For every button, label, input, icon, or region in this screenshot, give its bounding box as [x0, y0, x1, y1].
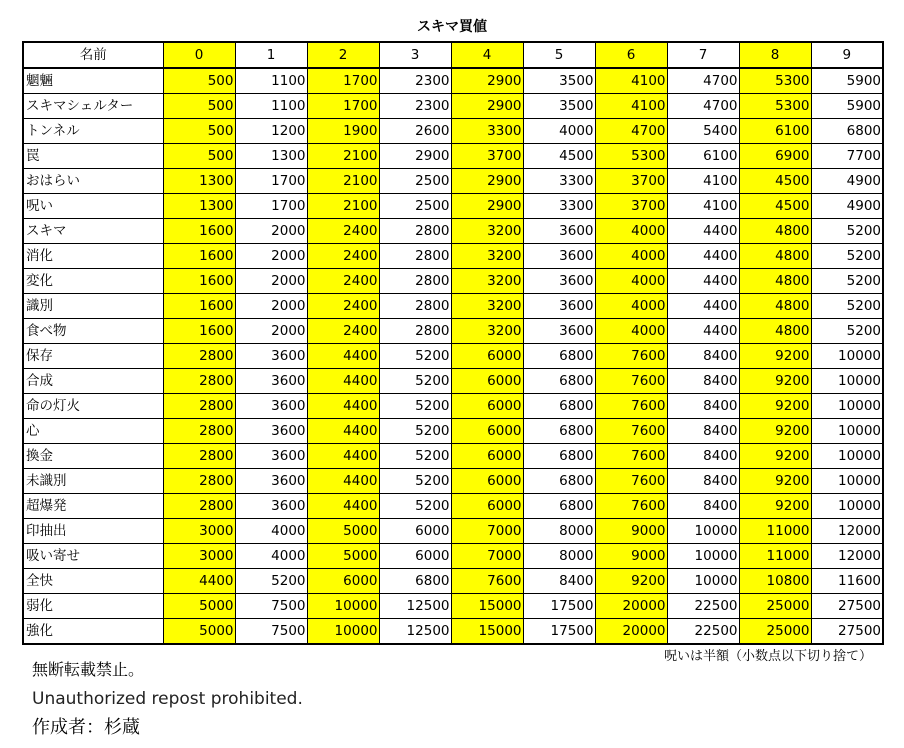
price-cell: 4100	[667, 194, 739, 219]
price-cell: 4400	[307, 469, 379, 494]
price-cell: 7500	[235, 594, 307, 619]
price-cell: 6000	[379, 519, 451, 544]
row-name-cell: 印抽出	[23, 519, 163, 544]
price-cell: 2800	[163, 369, 235, 394]
price-cell: 4900	[811, 194, 883, 219]
price-cell: 9200	[739, 494, 811, 519]
price-cell: 5200	[379, 344, 451, 369]
price-cell: 2900	[379, 144, 451, 169]
price-cell: 4500	[739, 169, 811, 194]
price-cell: 2400	[307, 219, 379, 244]
price-cell: 6800	[811, 119, 883, 144]
price-cell: 5200	[811, 319, 883, 344]
price-cell: 9000	[595, 519, 667, 544]
price-cell: 5000	[307, 519, 379, 544]
price-cell: 22500	[667, 594, 739, 619]
price-cell: 5000	[163, 619, 235, 645]
price-cell: 2800	[379, 269, 451, 294]
price-cell: 2500	[379, 169, 451, 194]
price-cell: 10000	[667, 569, 739, 594]
price-cell: 12500	[379, 594, 451, 619]
price-cell: 1300	[163, 169, 235, 194]
price-cell: 3200	[451, 294, 523, 319]
price-cell: 500	[163, 94, 235, 119]
column-header: 2	[307, 42, 379, 68]
price-cell: 6800	[523, 369, 595, 394]
price-cell: 500	[163, 119, 235, 144]
price-cell: 10000	[811, 419, 883, 444]
price-cell: 1600	[163, 319, 235, 344]
row-name-cell: スキマシェルター	[23, 94, 163, 119]
page-title: スキマ買値	[417, 19, 487, 35]
price-cell: 7600	[595, 494, 667, 519]
price-cell: 3600	[235, 419, 307, 444]
price-cell: 6100	[667, 144, 739, 169]
price-cell: 12000	[811, 519, 883, 544]
price-cell: 4100	[595, 94, 667, 119]
price-cell: 6000	[451, 494, 523, 519]
no-repost-notice-en: Unauthorized repost prohibited.	[32, 689, 303, 709]
price-cell: 2800	[163, 469, 235, 494]
price-cell: 2800	[163, 494, 235, 519]
price-cell: 3200	[451, 269, 523, 294]
row-name-cell: 魍魎	[23, 68, 163, 94]
row-name-cell: 強化	[23, 619, 163, 645]
row-name-cell: 心	[23, 419, 163, 444]
table-row	[23, 269, 883, 294]
table-row	[23, 494, 883, 519]
price-cell: 4000	[595, 244, 667, 269]
price-cell: 5900	[811, 68, 883, 94]
price-cell: 6000	[307, 569, 379, 594]
price-cell: 3700	[595, 194, 667, 219]
price-cell: 6000	[451, 369, 523, 394]
price-cell: 3200	[451, 319, 523, 344]
price-cell: 17500	[523, 594, 595, 619]
price-cell: 4700	[667, 68, 739, 94]
row-name-cell: 弱化	[23, 594, 163, 619]
table-row	[23, 194, 883, 219]
price-cell: 11600	[811, 569, 883, 594]
no-repost-notice-jp: 無断転載禁止。	[32, 660, 145, 679]
price-cell: 4000	[595, 294, 667, 319]
price-cell: 6000	[379, 544, 451, 569]
price-cell: 5300	[595, 144, 667, 169]
price-cell: 4400	[667, 319, 739, 344]
price-cell: 1700	[307, 94, 379, 119]
price-cell: 3600	[523, 319, 595, 344]
price-cell: 4000	[595, 319, 667, 344]
price-cell: 2600	[379, 119, 451, 144]
price-cell: 4400	[667, 219, 739, 244]
price-cell: 2800	[379, 294, 451, 319]
price-cell: 5400	[667, 119, 739, 144]
price-cell: 8400	[667, 344, 739, 369]
price-cell: 11000	[739, 519, 811, 544]
table-row	[23, 244, 883, 269]
price-cell: 1600	[163, 294, 235, 319]
header-row	[23, 42, 883, 68]
price-cell: 1300	[235, 144, 307, 169]
price-cell: 1700	[307, 68, 379, 94]
price-cell: 2300	[379, 94, 451, 119]
price-cell: 3600	[523, 219, 595, 244]
price-cell: 2900	[451, 194, 523, 219]
price-cell: 10000	[811, 444, 883, 469]
price-cell: 3600	[235, 394, 307, 419]
price-cell: 4400	[307, 394, 379, 419]
row-name-cell: 合成	[23, 369, 163, 394]
price-cell: 3700	[595, 169, 667, 194]
price-cell: 8000	[523, 519, 595, 544]
price-cell: 6000	[451, 444, 523, 469]
price-cell: 1700	[235, 194, 307, 219]
price-cell: 3600	[235, 344, 307, 369]
price-cell: 3300	[523, 169, 595, 194]
price-cell: 5200	[379, 419, 451, 444]
price-cell: 25000	[739, 594, 811, 619]
price-cell: 4800	[739, 219, 811, 244]
price-cell: 20000	[595, 594, 667, 619]
table-row	[23, 68, 883, 94]
price-cell: 6800	[523, 344, 595, 369]
price-cell: 500	[163, 68, 235, 94]
column-header: 0	[163, 42, 235, 68]
price-cell: 8400	[667, 394, 739, 419]
price-cell: 3600	[235, 469, 307, 494]
table-row	[23, 444, 883, 469]
price-cell: 2800	[379, 244, 451, 269]
table-row	[23, 519, 883, 544]
price-cell: 4100	[595, 68, 667, 94]
price-cell: 10000	[667, 544, 739, 569]
price-cell: 10000	[307, 594, 379, 619]
row-name-cell: 変化	[23, 269, 163, 294]
price-cell: 3600	[235, 444, 307, 469]
price-cell: 7600	[595, 419, 667, 444]
price-cell: 2000	[235, 269, 307, 294]
price-cell: 4400	[307, 344, 379, 369]
price-cell: 11000	[739, 544, 811, 569]
row-name-cell: おはらい	[23, 169, 163, 194]
price-cell: 6800	[379, 569, 451, 594]
row-name-cell: 食べ物	[23, 319, 163, 344]
price-cell: 3300	[523, 194, 595, 219]
price-cell: 10000	[811, 394, 883, 419]
price-cell: 4100	[667, 169, 739, 194]
price-cell: 5200	[811, 269, 883, 294]
price-cell: 10000	[811, 369, 883, 394]
price-cell: 2400	[307, 319, 379, 344]
price-cell: 5200	[811, 294, 883, 319]
price-cell: 27500	[811, 619, 883, 645]
table-row	[23, 94, 883, 119]
price-cell: 3200	[451, 219, 523, 244]
price-cell: 10800	[739, 569, 811, 594]
price-cell: 3600	[523, 244, 595, 269]
table-row	[23, 144, 883, 169]
price-cell: 7600	[595, 444, 667, 469]
price-cell: 9200	[739, 394, 811, 419]
price-cell: 2900	[451, 68, 523, 94]
price-cell: 3600	[235, 369, 307, 394]
price-cell: 4400	[667, 244, 739, 269]
price-cell: 8400	[523, 569, 595, 594]
price-cell: 6800	[523, 494, 595, 519]
price-cell: 5000	[163, 594, 235, 619]
price-cell: 12500	[379, 619, 451, 645]
price-cell: 2800	[379, 319, 451, 344]
price-cell: 2300	[379, 68, 451, 94]
price-cell: 3500	[523, 68, 595, 94]
price-cell: 6900	[739, 144, 811, 169]
row-name-cell: 命の灯火	[23, 394, 163, 419]
price-cell: 1600	[163, 219, 235, 244]
price-cell: 25000	[739, 619, 811, 645]
price-cell: 7000	[451, 519, 523, 544]
row-name-cell: 未識別	[23, 469, 163, 494]
column-header: 7	[667, 42, 739, 68]
price-cell: 7600	[451, 569, 523, 594]
price-cell: 4000	[595, 219, 667, 244]
price-cell: 3600	[523, 294, 595, 319]
price-cell: 7000	[451, 544, 523, 569]
column-header: 5	[523, 42, 595, 68]
price-cell: 5000	[307, 544, 379, 569]
price-cell: 27500	[811, 594, 883, 619]
price-cell: 2000	[235, 219, 307, 244]
row-name-cell: トンネル	[23, 119, 163, 144]
price-cell: 1200	[235, 119, 307, 144]
price-cell: 2900	[451, 169, 523, 194]
price-cell: 1100	[235, 94, 307, 119]
price-cell: 4400	[667, 269, 739, 294]
price-cell: 12000	[811, 544, 883, 569]
price-cell: 5300	[739, 68, 811, 94]
price-cell: 9200	[739, 444, 811, 469]
column-header: 名前	[23, 42, 163, 68]
price-cell: 2800	[379, 219, 451, 244]
row-name-cell: 全快	[23, 569, 163, 594]
price-cell: 5200	[379, 494, 451, 519]
price-cell: 2800	[163, 419, 235, 444]
price-cell: 8400	[667, 369, 739, 394]
table-row	[23, 119, 883, 144]
price-cell: 2400	[307, 244, 379, 269]
row-name-cell: 吸い寄せ	[23, 544, 163, 569]
price-cell: 6000	[451, 469, 523, 494]
price-cell: 6000	[451, 344, 523, 369]
price-cell: 10000	[811, 494, 883, 519]
price-cell: 7600	[595, 344, 667, 369]
price-cell: 6100	[739, 119, 811, 144]
table-row	[23, 619, 883, 645]
price-cell: 1600	[163, 269, 235, 294]
author-credit: 作成者：杉蔵	[32, 717, 140, 738]
price-cell: 5300	[739, 94, 811, 119]
price-cell: 4800	[739, 244, 811, 269]
table-row	[23, 344, 883, 369]
price-cell: 4400	[307, 419, 379, 444]
price-cell: 3500	[523, 94, 595, 119]
price-cell: 4500	[739, 194, 811, 219]
price-cell: 4800	[739, 294, 811, 319]
price-cell: 500	[163, 144, 235, 169]
table-row	[23, 469, 883, 494]
table-row	[23, 394, 883, 419]
table-row	[23, 569, 883, 594]
row-name-cell: 消化	[23, 244, 163, 269]
price-cell: 2100	[307, 169, 379, 194]
price-cell: 17500	[523, 619, 595, 645]
price-cell: 2400	[307, 269, 379, 294]
table-row	[23, 319, 883, 344]
price-cell: 9200	[739, 469, 811, 494]
price-cell: 1900	[307, 119, 379, 144]
price-cell: 4400	[667, 294, 739, 319]
price-cell: 2500	[379, 194, 451, 219]
column-header: 6	[595, 42, 667, 68]
price-cell: 3200	[451, 244, 523, 269]
price-cell: 2100	[307, 144, 379, 169]
price-cell: 3000	[163, 544, 235, 569]
price-cell: 2100	[307, 194, 379, 219]
price-cell: 6800	[523, 394, 595, 419]
price-cell: 4000	[235, 519, 307, 544]
table-row	[23, 369, 883, 394]
price-cell: 2000	[235, 319, 307, 344]
price-cell: 3600	[523, 269, 595, 294]
table-body	[23, 68, 883, 644]
row-name-cell: 保存	[23, 344, 163, 369]
table-row	[23, 169, 883, 194]
price-cell: 5200	[379, 369, 451, 394]
price-cell: 1600	[163, 244, 235, 269]
price-cell: 5200	[379, 444, 451, 469]
price-cell: 4000	[235, 544, 307, 569]
price-cell: 4400	[307, 494, 379, 519]
price-cell: 2800	[163, 344, 235, 369]
price-cell: 3000	[163, 519, 235, 544]
price-cell: 10000	[811, 344, 883, 369]
price-cell: 6800	[523, 469, 595, 494]
price-cell: 2400	[307, 294, 379, 319]
price-cell: 2800	[163, 444, 235, 469]
price-cell: 4400	[163, 569, 235, 594]
price-cell: 2000	[235, 244, 307, 269]
table-row	[23, 544, 883, 569]
price-cell: 5200	[379, 469, 451, 494]
column-header: 9	[811, 42, 883, 68]
column-header: 4	[451, 42, 523, 68]
price-cell: 1100	[235, 68, 307, 94]
column-header: 1	[235, 42, 307, 68]
price-cell: 8400	[667, 494, 739, 519]
price-cell: 4800	[739, 269, 811, 294]
price-cell: 8400	[667, 419, 739, 444]
price-table	[22, 41, 884, 645]
table-row	[23, 219, 883, 244]
price-cell: 4800	[739, 319, 811, 344]
price-cell: 7600	[595, 369, 667, 394]
price-cell: 5200	[811, 219, 883, 244]
price-cell: 6000	[451, 394, 523, 419]
price-cell: 5200	[811, 244, 883, 269]
row-name-cell: スキマ	[23, 219, 163, 244]
row-name-cell: 超爆発	[23, 494, 163, 519]
price-cell: 5200	[235, 569, 307, 594]
price-cell: 4500	[523, 144, 595, 169]
column-header: 3	[379, 42, 451, 68]
price-cell: 3300	[451, 119, 523, 144]
price-cell: 8400	[667, 469, 739, 494]
price-cell: 1700	[235, 169, 307, 194]
price-cell: 6800	[523, 419, 595, 444]
price-cell: 8400	[667, 444, 739, 469]
table-row	[23, 594, 883, 619]
price-cell: 15000	[451, 594, 523, 619]
price-cell: 9200	[595, 569, 667, 594]
price-cell: 3700	[451, 144, 523, 169]
price-cell: 22500	[667, 619, 739, 645]
price-cell: 7600	[595, 394, 667, 419]
price-cell: 7700	[811, 144, 883, 169]
price-cell: 20000	[595, 619, 667, 645]
table-row	[23, 419, 883, 444]
price-cell: 7500	[235, 619, 307, 645]
row-name-cell: 換金	[23, 444, 163, 469]
price-cell: 8000	[523, 544, 595, 569]
price-cell: 4000	[523, 119, 595, 144]
row-name-cell: 識別	[23, 294, 163, 319]
price-cell: 9200	[739, 419, 811, 444]
price-cell: 10000	[307, 619, 379, 645]
price-cell: 7600	[595, 469, 667, 494]
price-cell: 10000	[811, 469, 883, 494]
row-name-cell: 罠	[23, 144, 163, 169]
column-header: 8	[739, 42, 811, 68]
price-cell: 15000	[451, 619, 523, 645]
price-cell: 6000	[451, 419, 523, 444]
price-cell: 5200	[379, 394, 451, 419]
price-cell: 2000	[235, 294, 307, 319]
price-cell: 9200	[739, 344, 811, 369]
price-cell: 4000	[595, 269, 667, 294]
price-cell: 4700	[595, 119, 667, 144]
price-cell: 2900	[451, 94, 523, 119]
price-cell: 9200	[739, 369, 811, 394]
price-cell: 2800	[163, 394, 235, 419]
price-cell: 10000	[667, 519, 739, 544]
price-cell: 4400	[307, 444, 379, 469]
price-cell: 3600	[235, 494, 307, 519]
half-price-note: 呪いは半額（小数点以下切り捨て）	[663, 649, 872, 664]
table-row	[23, 294, 883, 319]
price-cell: 5900	[811, 94, 883, 119]
price-cell: 4900	[811, 169, 883, 194]
price-cell: 1300	[163, 194, 235, 219]
row-name-cell: 呪い	[23, 194, 163, 219]
price-cell: 4400	[307, 369, 379, 394]
price-cell: 4700	[667, 94, 739, 119]
price-cell: 6800	[523, 444, 595, 469]
price-cell: 9000	[595, 544, 667, 569]
